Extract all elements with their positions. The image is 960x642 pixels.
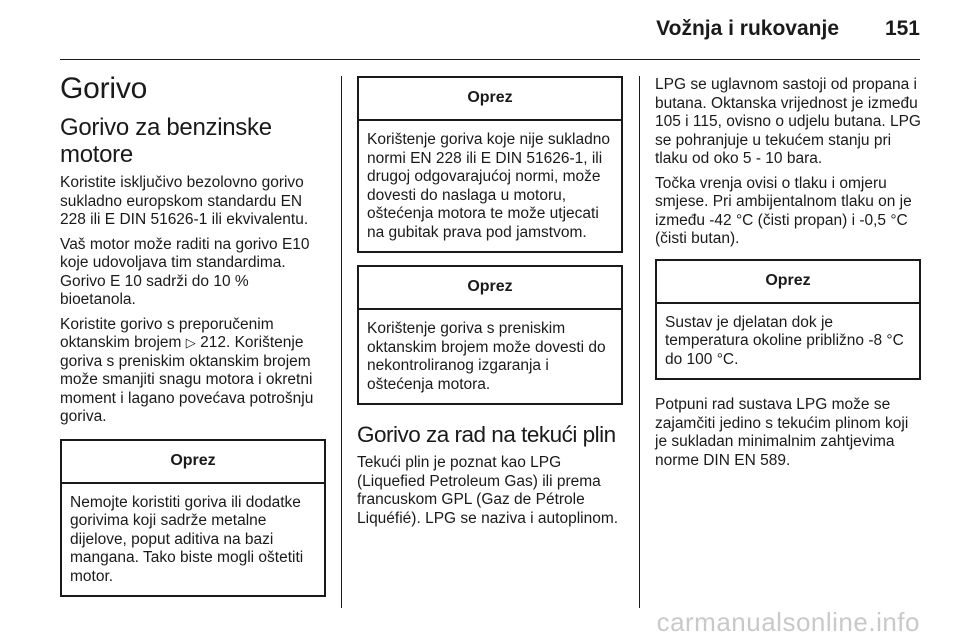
caution-box — [60, 439, 326, 598]
caution-text: Korištenje goriva koje nije sukladno normi EN 228 ili E DIN 51626-1, ili drugoj odgovarajućoj normi, može dovesti do naslaga u motoru, oštećenja motora te može utjecati na gubitak prava pod jamstvom. — [367, 131, 610, 241]
column-3 — [655, 76, 921, 476]
paragraph: Potpuni rad sustava LPG može se zajamčiti jedino s tekućim plinom koji je sukladan minimalnim zahtjevima norme DIN EN 589. — [655, 396, 909, 469]
paragraph: LPG se uglavnom sastoji od propana i butana. Oktanska vrijednost je između 105 i 115, ovisno o udjelu butana. LPG se pohranjuje u tekućem stanju pri tlaku od oko 5 - 10 bara. — [655, 76, 921, 167]
column-divider-1 — [341, 76, 342, 608]
caution-text: Sustav je djelatan dok je temperatura okoline približno -8 °C do 100 °C. — [665, 313, 904, 368]
subsection-title-benzinske: Gorivo za benzinske motore — [60, 114, 272, 168]
watermark: carmanualsonline.info — [656, 607, 920, 637]
page-number: 151 — [884, 17, 920, 40]
paragraph: Tekući plin je poznat kao LPG (Liquefied Petroleum Gas) ili prema francuskom GPL (Gaz de Pétrole Liquéfié). LPG se naziva i autoplinom. — [357, 454, 619, 527]
caution-title: Oprez — [62, 441, 324, 484]
section-title-gorivo: Gorivo — [60, 72, 148, 105]
caution-title: Oprez — [657, 261, 919, 304]
caution-text: Nemojte koristiti goriva ili dodatke gorivima koji sadrže metalne dijelove, poput aditiva na bazi mangana. Tako biste mogli oštetiti motor. — [70, 493, 304, 585]
caution-box — [357, 76, 623, 253]
paragraph: Koristite isključivo bezolovno gorivo sukladno europskom standardu EN 228 ili E DIN 51626-1 ili ekvivalentu. — [60, 174, 309, 228]
subsection-title-tekuci-plin: Gorivo za rad na tekući plin — [357, 422, 616, 447]
caution-title: Oprez — [359, 78, 621, 121]
column-2 — [357, 76, 623, 534]
paragraph — [60, 316, 326, 427]
column-divider-2 — [639, 76, 640, 608]
header-rule — [60, 59, 920, 60]
column-1 — [60, 66, 326, 609]
header-title: Vožnja i rukovanje — [656, 17, 839, 40]
caution-box — [655, 259, 921, 381]
caution-title: Oprez — [359, 267, 621, 310]
paragraph: Vaš motor može raditi na gorivo E10 koje udovoljava tim standardima. Gorivo E 10 sadrži do 10 % bioetanola. — [60, 235, 310, 308]
page-reference-number[interactable]: 212 — [200, 334, 226, 351]
paragraph: Točka vrenja ovisi o tlaku i omjeru smjese. Pri ambijentalnom tlaku on je između -42 °C (čisti propan) i -0,5 °C (čisti butan). — [655, 174, 912, 247]
caution-box — [357, 265, 623, 405]
paragraph-text: Koristite gorivo s preporučenim oktanskim brojem — [60, 315, 274, 351]
page-reference-icon[interactable]: ▷ — [185, 335, 196, 350]
paragraph-text: . Korištenje goriva s preniskim oktanskim brojem može smanjiti snagu motora i okretni moment i lagano povećava potrošnju goriva. — [60, 334, 314, 425]
caution-text: Korištenje goriva s preniskim oktanskim brojem može dovesti do nekontroliranog izgaranja i oštećenja motora. — [367, 320, 606, 393]
